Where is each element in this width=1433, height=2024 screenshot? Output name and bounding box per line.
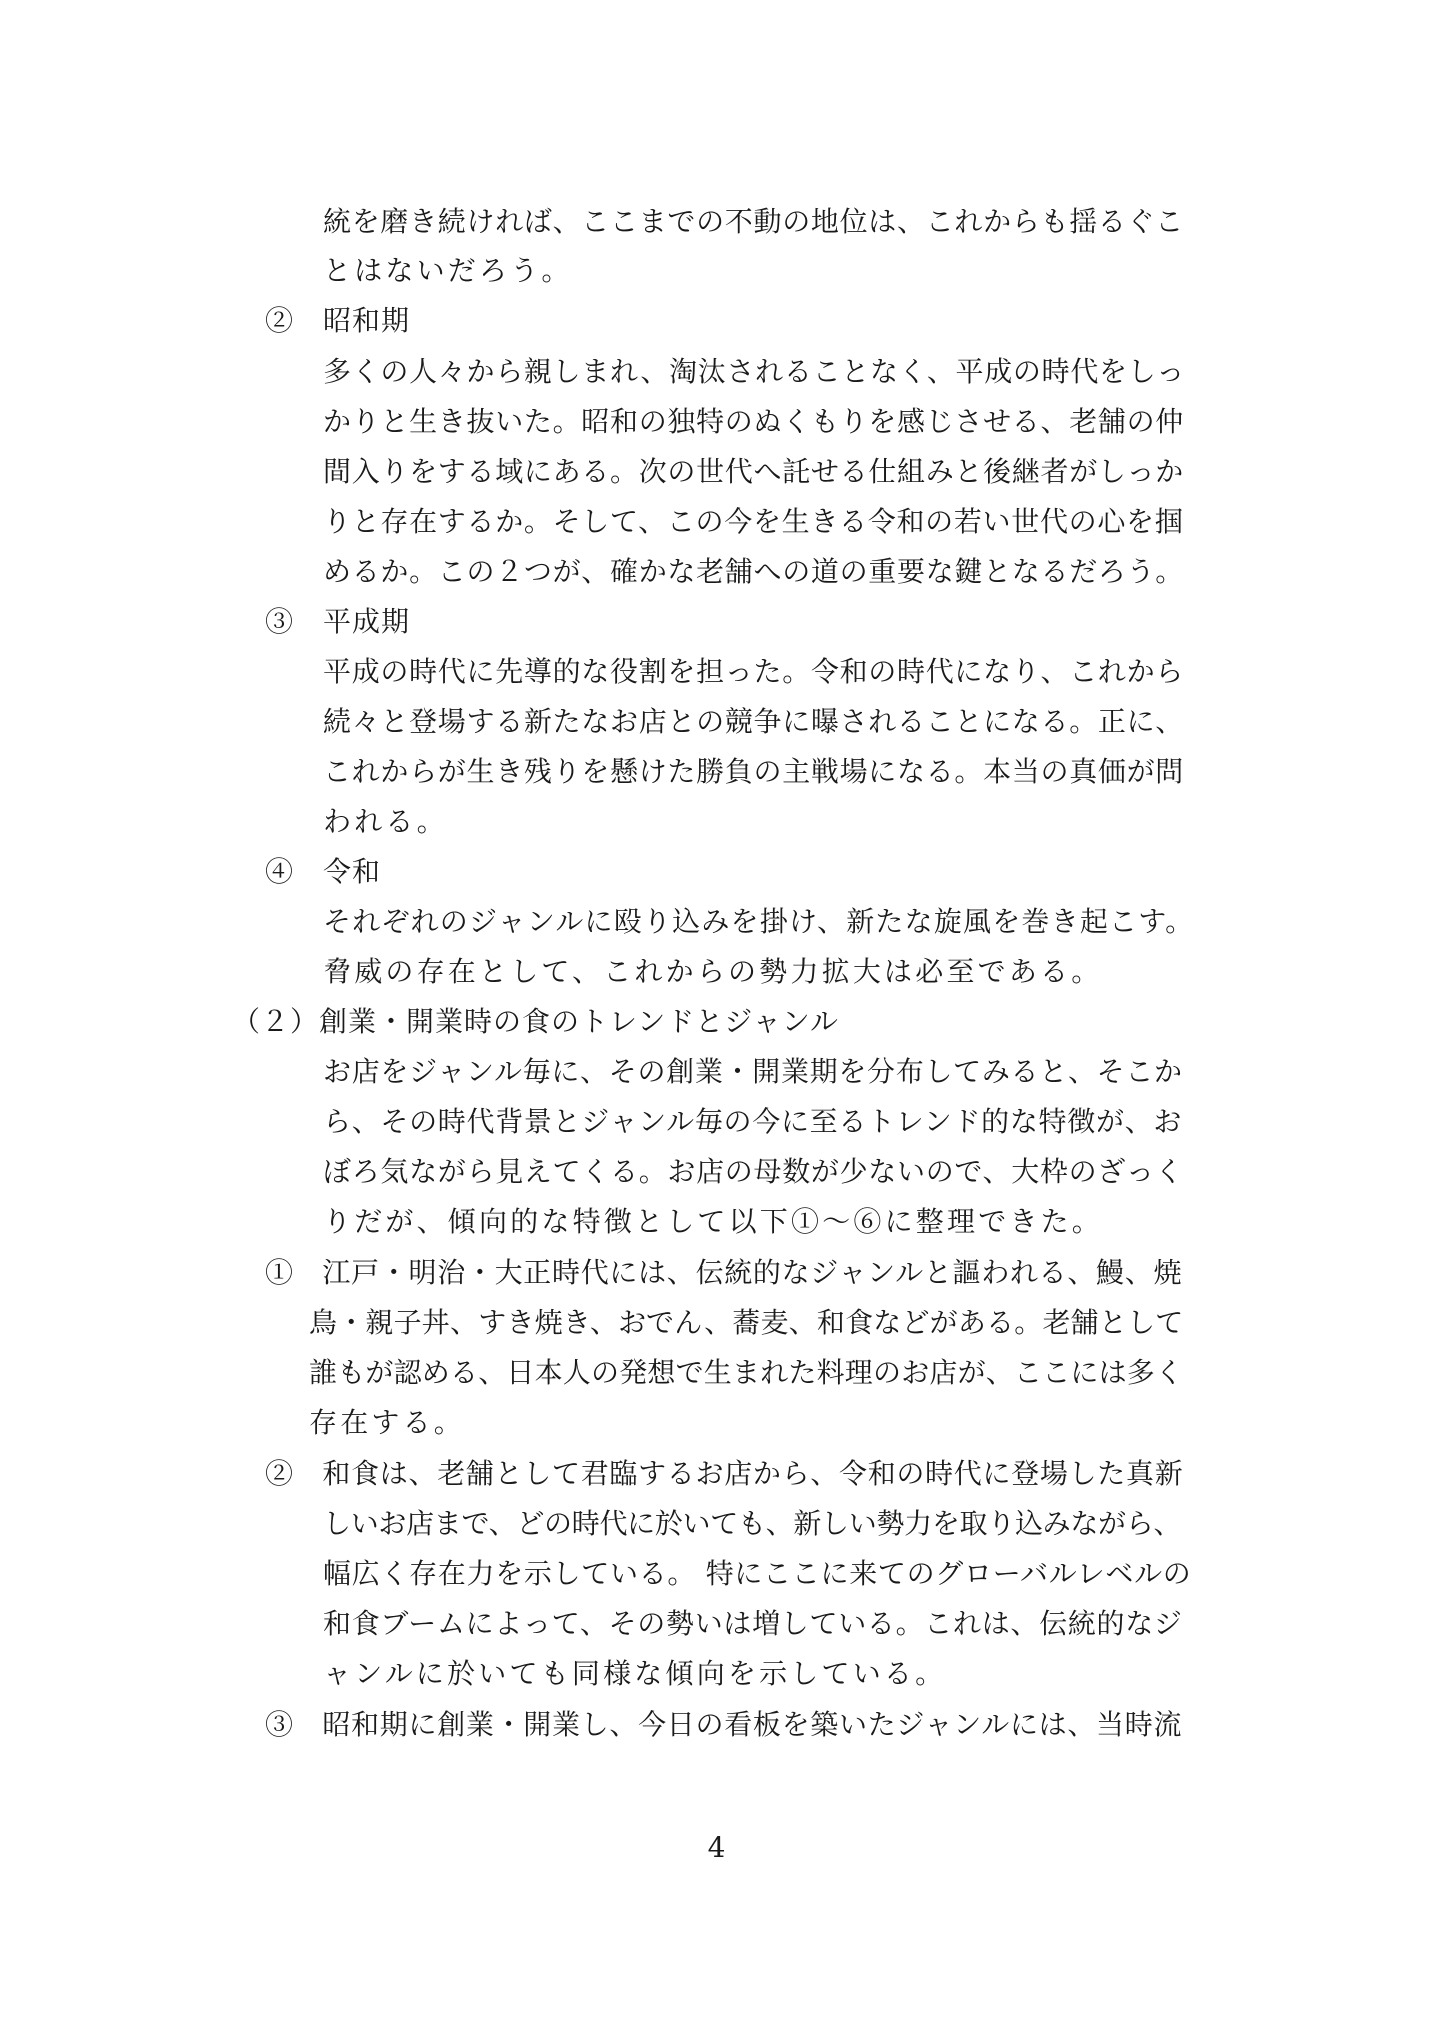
item2-line: ャンルに於いても同様な傾向を示している。 [323, 1657, 947, 1690]
item3-line: ③ 昭和期に創業・開業し、今日の看板を築いたジャンルには、当時流 [265, 1708, 1183, 1741]
item1-line: 誰もが認める、日本人の発想で生まれた料理のお店が、ここには多く [309, 1356, 1184, 1389]
showa-line: 多くの人々から親しまれ、淘汰されることなく、平成の時代をしっ [323, 355, 1186, 388]
continuation-line: とはないだろう。 [323, 254, 573, 287]
showa-line: 間入りをする域にある。次の世代へ託せる仕組みと後継者がしっか [323, 455, 1185, 488]
section2-line: お店をジャンル毎に、その創業・開業期を分布してみると、そこか [323, 1055, 1183, 1088]
showa-line: りと存在するか。そして、この今を生きる令和の若い世代の心を掴 [323, 505, 1184, 538]
item2-line: 幅広く存在力を示している。 特にここに来てのグローバルレベルの [323, 1557, 1192, 1590]
item2-line: しいお店まで、どの時代に於いても、新しい勢力を取り込みながら、 [323, 1507, 1182, 1540]
section2-heading: （２）創業・開業時の食のトレンドとジャンル [232, 1005, 840, 1038]
reiwa-heading: ④ 令和 [265, 855, 382, 888]
reiwa-line: それぞれのジャンルに殴り込みを掛け、新たな旋風を巻き起こす。 [323, 905, 1195, 938]
item2-line: ② 和食は、老舗として君臨するお店から、令和の時代に登場した真新 [265, 1457, 1184, 1490]
heisei-line: われる。 [323, 805, 448, 838]
heisei-line: 続々と登場する新たなお店との競争に曝されることになる。正に、 [323, 705, 1185, 738]
page-number: 4 [707, 1831, 726, 1864]
reiwa-line: 脅威の存在として、これからの勢力拡大は必至である。 [323, 955, 1103, 988]
continuation-line: 統を磨き続ければ、ここまでの不動の地位は、これからも揺るぐこ [323, 205, 1185, 238]
item1-line: 存在する。 [309, 1406, 466, 1439]
item1-line: ① 江戸・明治・大正時代には、伝統的なジャンルと謳われる、鰻、焼 [265, 1256, 1183, 1289]
section2-line: りだが、傾向的な特徴として以下①～⑥に整理できた。 [323, 1205, 1104, 1238]
heisei-line: これからが生き残りを懸けた勝負の主戦場になる。本当の真価が問 [323, 755, 1185, 788]
item1-line: 鳥・親子丼、すき焼き、おでん、蕎麦、和食などがある。老舗として [309, 1306, 1184, 1339]
item2-line: 和食ブームによって、その勢いは増している。これは、伝統的なジ [323, 1607, 1183, 1640]
heisei-heading: ③ 平成期 [265, 605, 411, 638]
showa-line: かりと生き抜いた。昭和の独特のぬくもりを感じさせる、老舗の仲 [323, 405, 1185, 438]
showa-heading: ② 昭和期 [265, 304, 411, 337]
section2-line: ぼろ気ながら見えてくる。お店の母数が少ないので、大枠のざっく [323, 1155, 1184, 1188]
section2-line: ら、その時代背景とジャンル毎の今に至るトレンド的な特徴が、お [323, 1105, 1183, 1138]
heisei-line: 平成の時代に先導的な役割を担った。令和の時代になり、これから [323, 655, 1185, 688]
showa-line: めるか。この２つが、確かな老舗への道の重要な鍵となるだろう。 [323, 555, 1185, 588]
